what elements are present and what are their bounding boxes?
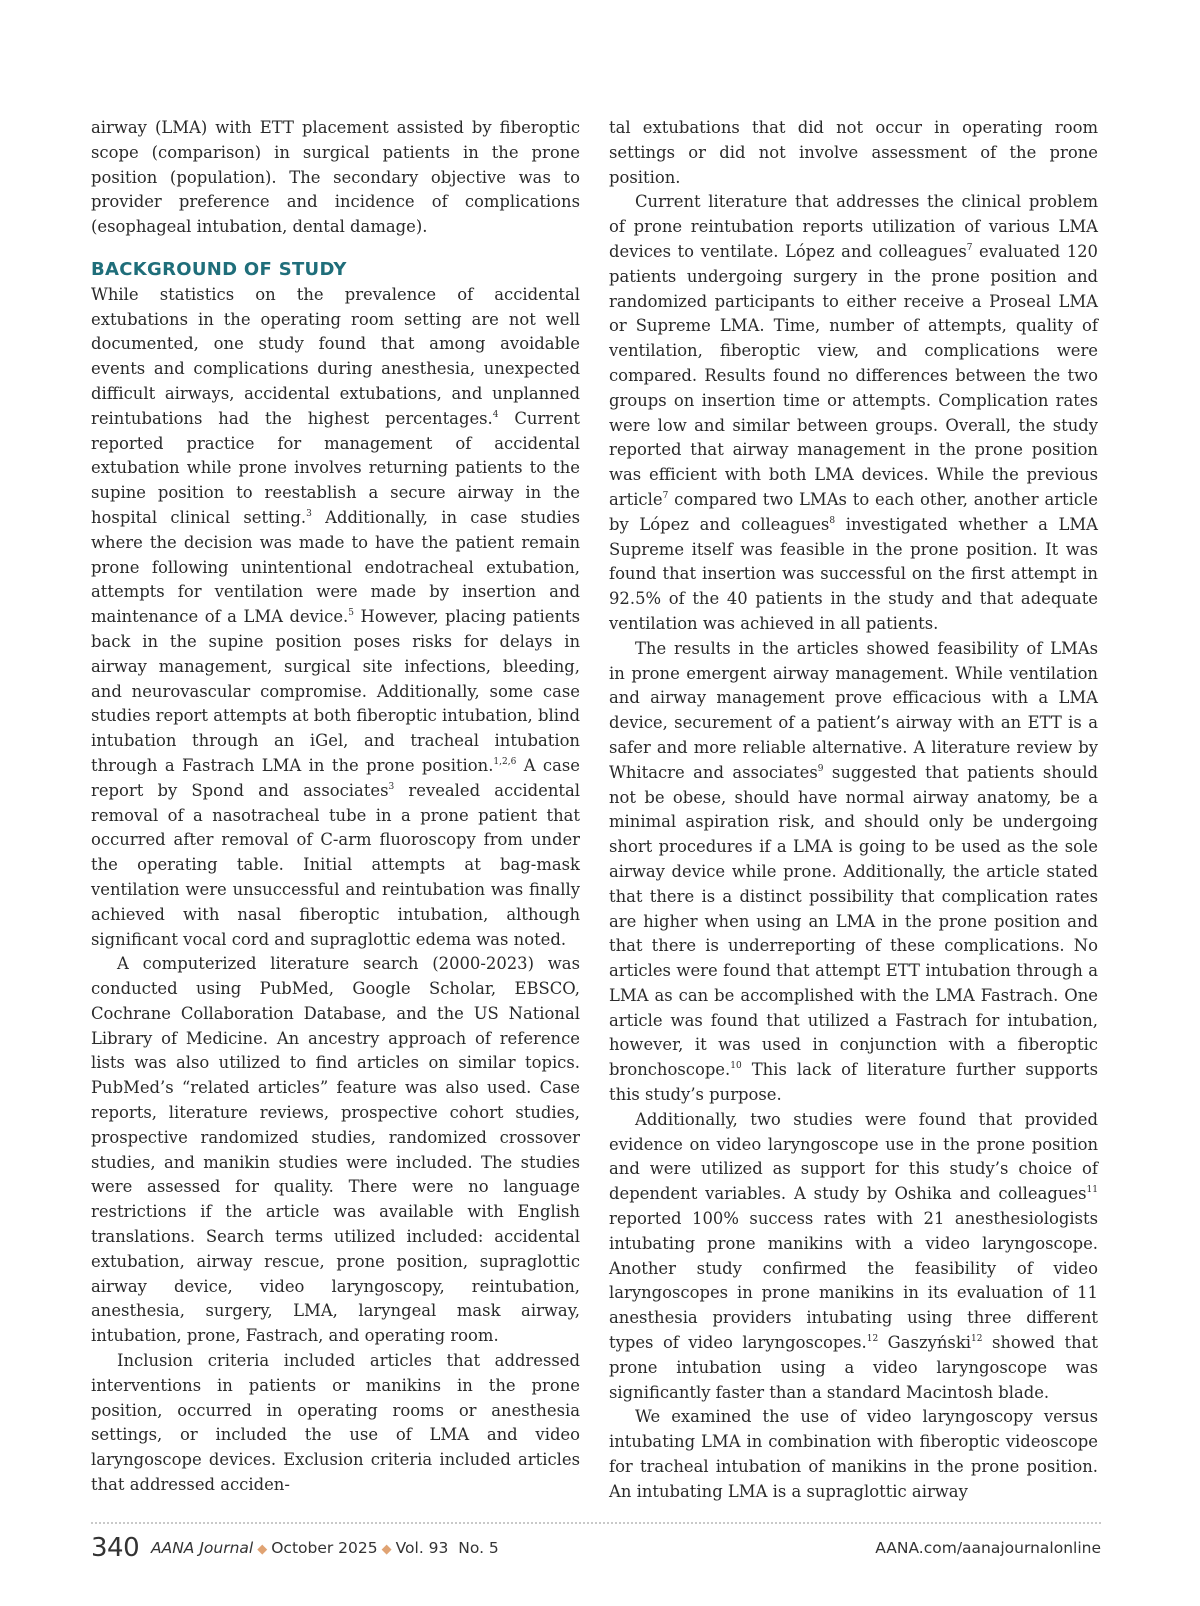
paragraph	[609, 637, 1098, 1108]
text-run: Additionally, in case studies where the decision was made to have the patient remain prone following unintentional endotracheal extubation, attempts for ventilation were made by insertion and maintenance of a LMA device.	[91, 507, 580, 627]
right-column	[609, 116, 1098, 1505]
text-run: showed that prone intubation using a video laryngoscope was significantly faster than a standard Macintosh blade.	[609, 1333, 1098, 1402]
citation: 7	[662, 490, 669, 501]
footer-divider	[91, 1522, 1101, 1524]
diamond-separator-icon: ◆	[257, 1542, 268, 1557]
citation: 1,2,6	[493, 756, 517, 767]
journal-url[interactable]: AANA.com/aanajournalonline	[875, 1539, 1101, 1557]
text-run: compared two LMAs to each other, another article by López and colleagues	[609, 489, 1098, 534]
volume: Vol. 93	[395, 1539, 449, 1557]
diamond-separator-icon: ◆	[381, 1542, 392, 1557]
page-footer	[91, 1532, 1101, 1564]
paragraph: A computerized literature search (2000-2023) was conducted using PubMed, Google Scholar, EBSCO, Cochrane Collaboration Database, and the US National Library of Medicine. An ancestry approach of reference lists was also utilized to find articles on similar topics. PubMed’s “related articles” feature was also used. Case reports, literature reviews, prospective cohort studies, prospective randomized studies, randomized crossover studies, and manikin studies were included. The studies were assessed for quality. There were no language restrictions if the article was available with English translations. Search terms utilized included: accidental extubation, airway rescue, prone position, supraglottic airway device, video laryngoscopy, reintubation, anesthesia, surgery, LMA, laryngeal mask airway, intubation, prone, Fastrach, and operating room.	[91, 954, 580, 1346]
citation: 10	[730, 1061, 742, 1072]
issue-number: No. 5	[458, 1539, 499, 1557]
text-run: evaluated 120 patients undergoing surgery in the prone position and randomized participants to either receive a Proseal LMA or Supreme LMA. Time, number of attempts, quality of ventilation, fiberoptic view, and complications were compared. Results found no differences between the two groups on insertion time or attempts. Complication rates were low and similar between groups. Overall, the study reported that airway management in the prone position was efficient with both LMA devices. While the previous article	[609, 241, 1098, 509]
page-number: 340	[91, 1533, 140, 1563]
issue-date: October 2025	[271, 1539, 378, 1557]
citation: 7	[966, 242, 973, 253]
citation: 5	[348, 608, 354, 619]
text-run: suggested that patients should not be obese, should have normal airway anatomy, be a minimal aspiration risk, and should only be undergoing short procedures if a LMA is going to be used as the sole airway device while prone. Additionally, the article stated that there is a distinct possibility that complication rates are higher when using an LMA in the prone position and that there is underreporting of these complications. No articles were found that attempt ETT intubation through a LMA as can be accomplished with the LMA Fastrach. One article was found that utilized a Fastrach for intubation, however, it was used in conjunction with a fiberoptic bronchoscope.	[609, 762, 1098, 1080]
paragraph: tal extubations that did not occur in operating room settings or did not involve assessment of the prone position.	[609, 118, 1098, 187]
text-run: revealed accidental removal of a nasotracheal tube in a prone patient that occurred after removal of C-arm fluoroscopy from under the operating table. Initial attempts at bag-mask ventilation were unsuccessful and reintubation was finally achieved with nasal fiberoptic intubation, although significant vocal cord and supraglottic edema was noted.	[91, 780, 580, 949]
citation: 3	[388, 781, 395, 792]
paragraph	[609, 190, 1098, 636]
paragraph: airway (LMA) with ETT placement assisted by fiberoptic scope (comparison) in surgical patients in the prone position (population). The secondary objective was to provider preference and incidence of complications (esophageal intubation, dental damage).	[91, 118, 580, 237]
text-run: The results in the articles showed feasibility of LMAs in prone emergent airway management. While ventilation and airway management prove efficacious with a LMA device, securement of a patient’s airway with an ETT is a safer and more reliable alternative. A literature review by Whitacre and associates	[609, 638, 1098, 782]
text-run: This lack of literature further supports this study’s purpose.	[609, 1060, 1098, 1105]
citation: 12	[866, 1334, 879, 1345]
text-run: Current reported practice for management of accidental extubation while prone involves returning patients to the supine position to reestablish a secure airway in the hospital clinical setting.	[91, 408, 580, 527]
citation: 4	[492, 409, 499, 420]
text-run: investigated whether a LMA Supreme itself was feasible in the prone position. It was found that insertion was successful on the first attempt in 92.5% of the 40 patients in the study and that adequate ventilation was achieved in all patients.	[609, 514, 1099, 633]
journal-citation	[151, 1537, 499, 1561]
citation: 8	[829, 515, 836, 526]
text-run: A case report by Spond and associates	[91, 755, 580, 800]
text-run: Current literature that addresses the clinical problem of prone reintubation reports utilization of various LMA devices to ventilate. López and colleagues	[609, 192, 1098, 261]
paragraph: Inclusion criteria included articles that addressed interventions in patients or manikins in the prone position, occurred in operating rooms or anesthesia settings, or included the use of LMA and video laryngoscope devices. Exclusion criteria included articles that addressed acciden-	[91, 1351, 580, 1495]
citation: 9	[817, 763, 824, 774]
text-run: While statistics on the prevalence of accidental extubations in the operating room setting are not well documented, one study found that among avoidable events and complications during anesthesia, unexpected difficult airways, accidental extubations, and unplanned reintubations had the highest percentages.	[91, 284, 580, 428]
paragraph: We examined the use of video laryngoscopy versus intubating LMA in combination with fiberoptic videoscope for tracheal intubation of manikins in the prone position. An intubating LMA is a supraglottic airway	[609, 1407, 1098, 1501]
text-run: Gaszyński	[878, 1333, 971, 1353]
citation: 11	[1086, 1185, 1098, 1196]
journal-name: AANA Journal	[151, 1539, 254, 1557]
paragraph	[609, 1108, 1098, 1406]
text-run: Additionally, two studies were found that provided evidence on video laryngoscope use in the prone position and were utilized as support for this study’s choice of dependent variables. A study by Oshika and colleagues	[609, 1109, 1098, 1204]
text-run: reported 100% success rates with 21 anesthesiologists intubating prone manikins with a video laryngoscope. Another study confirmed the feasibility of video laryngoscopes in prone manikins in its evaluation of 11 anesthesia providers intubating using three different types of video laryngoscopes.	[609, 1209, 1098, 1353]
citation: 12	[971, 1334, 983, 1345]
paragraph	[91, 283, 580, 953]
section-heading: BACKGROUND OF STUDY	[91, 258, 347, 280]
citation: 3	[306, 508, 312, 519]
text-run: However, placing patients back in the supine position poses risks for delays in airway management, surgical site infections, bleeding, and neurovascular compromise. Additionally, some case studies report attempts at both fiberoptic intubation, blind intubation through an iGel, and tracheal intubation through a Fastrach LMA in the prone position.	[91, 607, 580, 775]
left-column	[91, 116, 580, 1498]
